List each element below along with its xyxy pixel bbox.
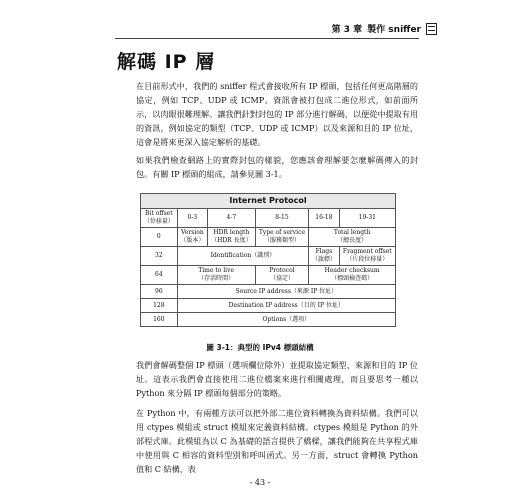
col-header: 16-18	[309, 209, 339, 228]
page-number: - 43 -	[249, 478, 271, 487]
table-row	[141, 247, 396, 266]
bit-offset-label: Bit offset	[145, 210, 173, 217]
field-cell	[177, 266, 255, 285]
field-cell	[208, 228, 256, 247]
field-cell: Identification（識別）	[177, 247, 309, 266]
field-name: Header checksum	[324, 267, 380, 274]
chapter-number: 第 3 章	[331, 25, 363, 35]
field-name-zh: （服務類型）	[263, 237, 300, 244]
table-row	[141, 313, 396, 327]
field-cell	[309, 266, 396, 285]
col-header: 8-15	[255, 209, 309, 228]
field-cell: Source IP address（來源 IP 位址）	[177, 285, 395, 299]
field-name-zh: （版本）	[180, 237, 205, 244]
section-title: 解碼 IP 層	[117, 51, 216, 73]
field-cell	[309, 228, 396, 247]
field-name-zh: （標頭檢查碼）	[331, 275, 374, 282]
field-name: Flags	[315, 248, 333, 255]
header-divider	[115, 38, 419, 39]
field-cell: Destination IP address（目的 IP 位址）	[177, 299, 395, 313]
field-cell: Options（選項）	[177, 313, 395, 327]
book-icon	[426, 23, 437, 35]
row-offset: 0	[141, 228, 178, 247]
row-offset: 32	[141, 247, 178, 266]
field-name-zh: （總長度）	[337, 237, 368, 244]
col-header: 4-7	[208, 209, 256, 228]
field-cell	[255, 266, 309, 285]
row-offset: 64	[141, 266, 178, 285]
field-name: Protocol	[269, 267, 295, 274]
bit-offset-sub: （位移量）	[143, 218, 174, 225]
field-name: HDR length	[213, 229, 250, 236]
col-header: 0-3	[177, 209, 207, 228]
table-row	[141, 299, 396, 313]
field-cell	[255, 228, 309, 247]
field-name: Type of service	[258, 229, 306, 236]
chapter-header	[332, 22, 437, 35]
table-row	[141, 266, 396, 285]
field-name-zh: （HDR 長度）	[211, 237, 252, 244]
ip-header-table	[140, 193, 396, 327]
figure-caption: 圖 3-1：典型的 IPv4 標頭結構	[206, 343, 314, 352]
row-offset: 128	[141, 299, 178, 313]
table-title: Internet Protocol	[141, 194, 396, 209]
field-cell	[339, 247, 395, 266]
field-cell	[309, 247, 339, 266]
field-name-zh: （存活時間）	[198, 275, 235, 282]
field-name: Fragment offset	[342, 248, 392, 255]
chapter-title: 製作 sniffer	[367, 25, 421, 35]
row-offset: 96	[141, 285, 178, 299]
bit-offset-header	[141, 209, 178, 228]
field-name: Total length	[333, 229, 371, 236]
paragraph-intro: 在目前形式中，我們的 sniffer 程式會接收所有 IP 標頭，包括任何更高階層的協定，例如 TCP、UDP 或 ICMP。資訊會被打包成二進位形式，如前面所示，以肉眼很難理解。讓我們針對封包的 IP 部分進行解碼，以便從中提取有用的資訊，例如協定的類型（TCP、UDP 或 ICMP）以及來源和目的 IP 位址，這會是將來更深入協定解析的基礎。	[136, 81, 418, 147]
table-row	[141, 285, 396, 299]
field-cell	[177, 228, 207, 247]
paragraph-packet: 如果我們檢查網路上的實際封包的樣貌，您應該會理解要怎麼解碼傳入的封包。有關 IP 標頭的組成，請參見圖 3-1。	[136, 155, 418, 179]
field-name-zh: （協定）	[269, 275, 294, 282]
field-name: Version	[181, 229, 204, 236]
paragraph-python: 在 Python 中，有兩種方法可以把外部二進位資料轉換為資料結構。我們可以用 ctypes 模組或 struct 模組來定義資料結構。ctypes 模組是 Python 的外部程式庫。此模組為以 C 為基礎的語言提供了橋樑，讓我們能夠在共享程式庫中使用與 C 相容的資料型別和呼叫函式。另一方面，struct 會轉換 Python 值和 C 結構，表	[136, 408, 418, 474]
row-offset: 160	[141, 313, 178, 327]
table-row	[141, 228, 396, 247]
field-name: Time to live	[198, 267, 235, 274]
col-header: 19-31	[339, 209, 395, 228]
table-header-row	[141, 209, 396, 228]
field-name-zh: （旗標）	[311, 256, 336, 263]
paragraph-decode: 我們會解碼整個 IP 標頭（選項欄位除外）並提取協定類型、來源和目的 IP 位址。這表示我們會直接使用二進位檔案來進行相關處理，而且要思考一種以 Python 來分隔 IP 標頭每個部分的策略。	[136, 360, 418, 398]
field-name-zh: （片段位移量）	[346, 256, 389, 263]
